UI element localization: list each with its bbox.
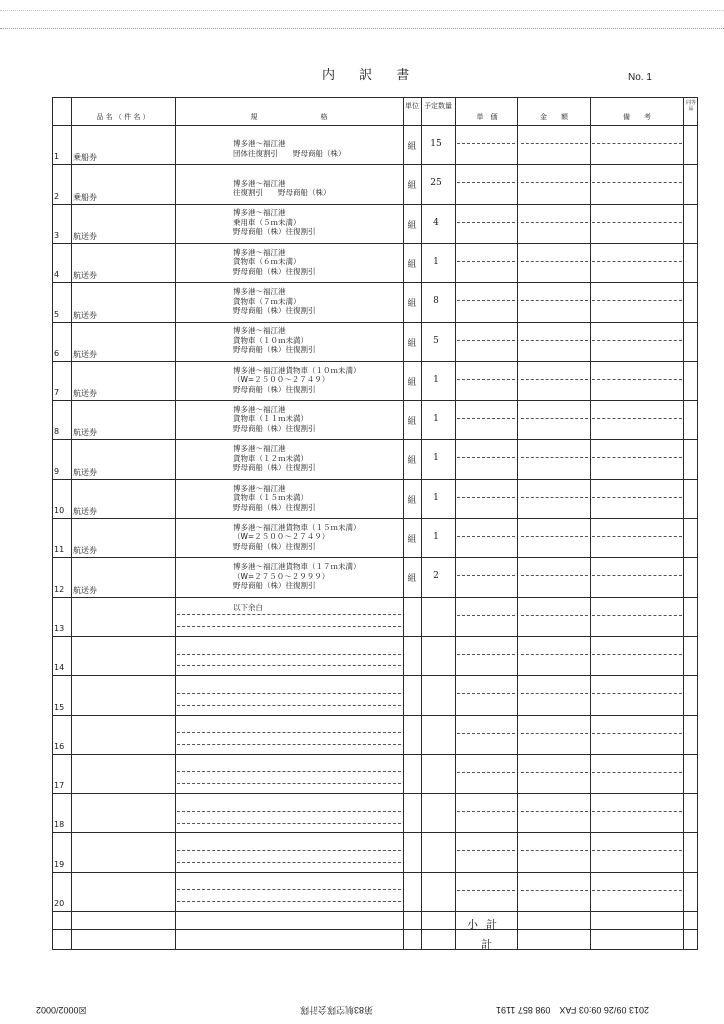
spec-entry-line — [177, 693, 401, 694]
entry-line — [457, 536, 515, 537]
entry-line — [592, 850, 682, 851]
row-number: 16 — [54, 741, 65, 751]
header-remarks: 備 考 — [623, 113, 651, 121]
item-spec: 博多港～福江港 貨物車（１０ｍ未満） 野母商船（株）往復割引 — [233, 326, 316, 355]
spec-entry-line — [177, 823, 401, 824]
entry-line — [457, 340, 515, 341]
row-number: 13 — [54, 623, 65, 633]
row-number: 2 — [54, 191, 60, 201]
entry-line — [521, 379, 588, 380]
item-quantity: 1 — [433, 453, 439, 464]
entry-line — [521, 693, 588, 694]
spec-entry-line — [177, 889, 401, 890]
row-divider — [53, 872, 697, 873]
item-unit: 組 — [407, 574, 417, 585]
item-name: 航送券 — [73, 428, 97, 438]
entry-line — [457, 733, 515, 734]
entry-line — [592, 143, 682, 144]
entry-line — [457, 654, 515, 655]
entry-line — [521, 890, 588, 891]
item-spec: 博多港～福江港貨物車（１５ｍ未満） （W=２５００～２７４９） 野母商船（株）往復割引 — [233, 522, 361, 551]
row-divider — [53, 518, 697, 519]
scan-artifact-line — [0, 10, 724, 11]
row-number: 15 — [54, 702, 65, 712]
row-number: 11 — [54, 545, 65, 555]
item-spec: 以下余白 — [233, 602, 263, 612]
spec-entry-line — [177, 732, 401, 733]
row-number: 7 — [54, 388, 60, 398]
item-quantity: 2 — [433, 571, 439, 582]
item-spec: 博多港～福江港貨物車（１０ｍ未満） （W=２５００～２７４９） 野母商船（株）往復割引 — [233, 365, 361, 394]
entry-line — [521, 457, 588, 458]
row-number: 17 — [54, 781, 65, 791]
entry-line — [457, 418, 515, 419]
item-quantity: 25 — [430, 178, 442, 189]
item-spec: 博多港～福江港 貨物車（７ｍ未満） 野母商船（株）往復割引 — [233, 287, 316, 315]
item-quantity: 8 — [433, 296, 439, 307]
item-name: 航送券 — [73, 389, 97, 399]
spec-entry-line — [177, 614, 401, 615]
entry-line — [592, 772, 682, 773]
spec-entry-line — [177, 901, 401, 902]
item-name: 航送券 — [73, 310, 97, 320]
header-amount: 金 額 — [540, 113, 568, 121]
row-divider — [53, 125, 697, 126]
entry-line — [457, 693, 515, 694]
item-name: 乗船券 — [73, 192, 97, 202]
entry-line — [521, 615, 588, 616]
entry-line — [592, 182, 682, 183]
entry-line — [592, 340, 682, 341]
entry-line — [457, 182, 515, 183]
sender-office: 第83航空隊会計隊 — [300, 1005, 374, 1015]
column-divider — [455, 98, 456, 949]
row-divider — [53, 754, 697, 755]
entry-line — [457, 143, 515, 144]
header-item-name: 品 名 （ 件 名 ） — [96, 113, 150, 121]
entry-line — [457, 615, 515, 616]
column-divider — [71, 98, 72, 949]
entry-line — [592, 222, 682, 223]
entry-line — [592, 811, 682, 812]
breakdown-table — [52, 97, 698, 950]
entry-line — [457, 457, 515, 458]
column-divider — [421, 98, 422, 949]
header-equivalent: 同等品 — [685, 100, 696, 112]
entry-line — [521, 654, 588, 655]
entry-line — [457, 811, 515, 812]
item-quantity: 1 — [433, 492, 439, 503]
item-unit: 組 — [407, 142, 417, 152]
row-number: 6 — [54, 348, 60, 358]
row-divider — [53, 439, 697, 440]
entry-line — [457, 497, 515, 498]
entry-line — [592, 300, 682, 301]
row-divider — [53, 243, 697, 244]
item-unit: 組 — [407, 417, 417, 428]
header-spec: 規 格 — [250, 113, 328, 121]
entry-line — [521, 536, 588, 537]
row-number: 20 — [54, 899, 65, 908]
row-number: 4 — [54, 270, 60, 280]
row-number: 14 — [54, 663, 65, 673]
entry-line — [457, 850, 515, 851]
item-spec: 博多港～福江港貨物車（１７ｍ未満） （W=２７５０～２９９９） 野母商船（株）往復割引 — [233, 562, 361, 591]
row-number: 9 — [54, 466, 60, 476]
entry-line — [457, 890, 515, 891]
item-unit: 組 — [407, 456, 417, 467]
item-spec: 博多港～福江港 貨物車（１２ｍ未満） 野母商船（株）往復割引 — [233, 444, 316, 473]
spec-entry-line — [177, 771, 401, 772]
row-divider — [53, 636, 697, 637]
entry-line — [521, 772, 588, 773]
item-spec: 博多港～福江港 乗用車（５ｍ未満） 野母商船（株）往復割引 — [233, 208, 316, 237]
item-name: 航送券 — [73, 231, 97, 241]
item-unit: 組 — [407, 535, 417, 545]
row-divider — [53, 361, 697, 362]
item-name: 航送券 — [73, 349, 97, 359]
entry-line — [521, 222, 588, 223]
row-divider — [53, 715, 697, 716]
entry-line — [592, 733, 682, 734]
item-unit: 組 — [407, 259, 417, 270]
item-quantity: 1 — [433, 414, 439, 425]
spec-entry-line — [177, 850, 401, 851]
spec-entry-line — [177, 626, 401, 627]
entry-line — [521, 733, 588, 734]
row-number: 3 — [54, 230, 60, 240]
item-quantity: 5 — [433, 335, 439, 346]
item-spec: 博多港～福江港 往復割引 野母商船（株） — [233, 178, 331, 198]
entry-line — [592, 261, 682, 262]
row-divider — [53, 204, 697, 205]
item-unit: 組 — [407, 495, 417, 506]
entry-line — [592, 379, 682, 380]
spec-entry-line — [177, 862, 401, 863]
item-name: 航送券 — [73, 546, 97, 556]
row-number: 18 — [54, 820, 65, 830]
header-qty: 予定数量 — [424, 102, 452, 110]
spec-entry-line — [177, 783, 401, 784]
subtotal-label: 小計 — [467, 918, 505, 931]
header-unit: 単位 — [405, 102, 419, 110]
row-number: 19 — [54, 859, 65, 869]
row-divider — [53, 479, 697, 480]
entry-line — [592, 457, 682, 458]
entry-line — [521, 850, 588, 851]
entry-line — [521, 340, 588, 341]
row-divider — [53, 929, 697, 930]
row-divider — [53, 911, 697, 912]
entry-line — [521, 182, 588, 183]
row-number: 1 — [54, 152, 60, 162]
entry-line — [521, 300, 588, 301]
entry-line — [592, 693, 682, 694]
item-spec: 博多港～福江港 貨物車（１１ｍ未満） 野母商船（株）往復割引 — [233, 404, 316, 433]
item-name: 航送券 — [73, 507, 97, 516]
column-divider — [175, 98, 176, 949]
spec-entry-line — [177, 665, 401, 666]
item-unit: 組 — [407, 181, 417, 192]
entry-line — [457, 575, 515, 576]
item-name: 航送券 — [73, 271, 97, 281]
item-spec: 博多港～福江港 貨物車（１５ｍ未満） 野母商船（株）往復割引 — [233, 483, 316, 512]
total-label: 計 — [481, 938, 500, 951]
row-divider — [53, 557, 697, 558]
spec-entry-line — [177, 705, 401, 706]
fax-header-line: 2013 09/26 09:03 FAX 098 857 1191 — [496, 1005, 649, 1015]
entry-line — [521, 418, 588, 419]
item-quantity: 1 — [433, 374, 439, 385]
entry-line — [457, 261, 515, 262]
entry-line — [592, 536, 682, 537]
spec-entry-line — [177, 811, 401, 812]
row-number: 8 — [54, 427, 60, 437]
item-spec: 博多港～福江港 団体往復割引 野母商船（株） — [233, 139, 346, 158]
entry-line — [521, 811, 588, 812]
item-spec: 博多港～福江港 貨物車（６ｍ未満） 野母商船（株）往復割引 — [233, 247, 316, 276]
entry-line — [457, 772, 515, 773]
row-divider — [53, 675, 697, 676]
item-unit: 組 — [407, 377, 417, 388]
item-name: 乗船券 — [73, 153, 97, 163]
row-divider — [53, 793, 697, 794]
row-divider — [53, 832, 697, 833]
scan-header-line — [0, 28, 724, 29]
entry-line — [592, 615, 682, 616]
item-unit: 組 — [407, 299, 417, 310]
entry-line — [521, 497, 588, 498]
page-title: 内 訳 書 — [322, 68, 420, 83]
item-quantity: 15 — [430, 139, 442, 149]
item-name: 航送券 — [73, 585, 97, 595]
row-divider — [53, 322, 697, 323]
item-name: 航送券 — [73, 467, 97, 477]
header-unit-price: 単 価 — [476, 113, 498, 121]
item-unit: 組 — [407, 220, 417, 231]
row-number: 5 — [54, 309, 60, 319]
row-divider — [53, 400, 697, 401]
column-divider — [590, 98, 591, 949]
item-quantity: 4 — [433, 217, 439, 228]
spec-entry-line — [177, 744, 401, 745]
spec-entry-line — [177, 654, 401, 655]
item-unit: 組 — [407, 338, 417, 349]
entry-line — [521, 143, 588, 144]
row-number: 10 — [54, 506, 65, 515]
item-quantity: 1 — [433, 256, 439, 267]
row-number: 12 — [54, 584, 65, 594]
entry-line — [592, 418, 682, 419]
row-divider — [53, 597, 697, 598]
entry-line — [592, 497, 682, 498]
entry-line — [592, 890, 682, 891]
item-quantity: 1 — [433, 532, 439, 542]
entry-line — [521, 261, 588, 262]
row-divider — [53, 282, 697, 283]
column-divider — [517, 98, 518, 949]
column-divider — [683, 98, 684, 949]
entry-line — [457, 379, 515, 380]
entry-line — [457, 300, 515, 301]
row-divider — [53, 164, 697, 165]
entry-line — [592, 654, 682, 655]
page-number: No. 1 — [628, 72, 652, 83]
entry-line — [521, 575, 588, 576]
entry-line — [457, 222, 515, 223]
fax-page-count: ☒0002/0002 — [36, 1005, 87, 1015]
entry-line — [592, 575, 682, 576]
